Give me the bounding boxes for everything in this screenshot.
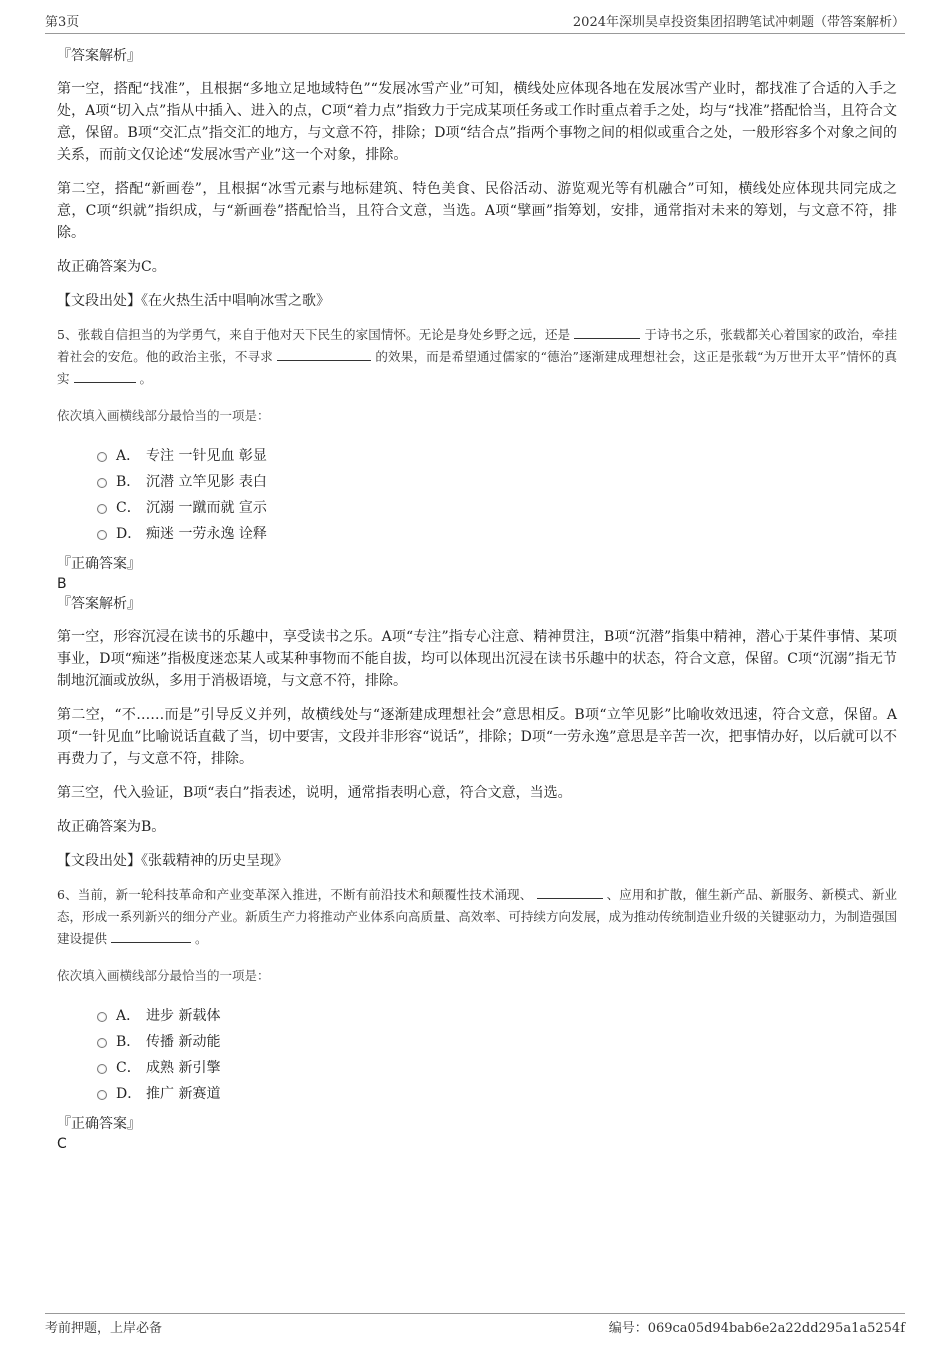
correct-answer: B: [57, 576, 67, 592]
footer-slogan: 考前押题，上岸必备: [45, 1321, 163, 1336]
radio-icon[interactable]: [97, 1012, 107, 1022]
question-prompt: 依次填入画横线部分最恰当的一项是：: [57, 968, 270, 983]
document-body: [57, 46, 897, 1154]
question-prompt: 依次填入画横线部分最恰当的一项是：: [57, 408, 270, 423]
analysis-label: 『答案解析』: [57, 596, 141, 612]
option-b[interactable]: [97, 1028, 897, 1054]
question-6: [57, 884, 897, 1154]
document-title: 2024年深圳昊卓投资集团招聘笔试冲刺题（带答案解析）: [572, 15, 905, 30]
analysis-paragraph: 第一空，形容沉浸在读书的乐趣中，享受读书之乐。A项“专注”指专心注意、精神贯注，B项“沉潜”指集中精神，潜心于某件事情、某项事业，D项“痴迷”指极度迷恋某人或某种事物而不能自拔，均可以体现出沉浸在读书乐趣中的状态，符合文意，保留。C项“沉溺”指无节制地沉湎或放纵，多用于消极语境，与文意不符，排除。: [57, 629, 897, 689]
stem-text: 6、当前，新一轮科技革命和产业变革深入推进，不断有前沿技术和颠覆性技术涌现、: [57, 887, 533, 902]
option-b[interactable]: [97, 468, 897, 494]
analysis-paragraph: 第二空，“不……而是”引导反义并列，故横线处与“逐渐建成理想社会”意思相反。B项“立竿见影”比喻收效迅速，符合文意，保留。A项“一针见血”比喻说话直截了当，切中要害，文段并非形容“说话”，排除；D项“一劳永逸”意思是辛苦一次，把事情办好，以后就可以不再费力了，与文意不符，排除。: [57, 707, 897, 767]
option-d[interactable]: [97, 520, 897, 546]
option-letter: A．: [116, 1008, 141, 1024]
answer-label: 『正确答案』: [57, 556, 141, 572]
option-text: 沉溺 一蹴而就 宣示: [146, 500, 267, 516]
fill-blank: [537, 885, 603, 899]
q4-analysis-section: [57, 46, 897, 312]
option-text: 沉潜 立竿见影 表白: [146, 474, 267, 490]
fill-blank: [74, 369, 136, 383]
option-letter: A．: [116, 448, 141, 464]
radio-icon[interactable]: [97, 1038, 107, 1048]
radio-icon[interactable]: [97, 1064, 107, 1074]
document-id: 编号：069ca05d94bab6e2a22dd295a1a5254f: [608, 1321, 905, 1336]
analysis-paragraph: 第二空，搭配“新画卷”，且根据“冰雪元素与地标建筑、特色美食、民俗活动、游览观光等有机融合”可知，横线处应体现共同完成之意，C项“织就”指织成，与“新画卷”搭配恰当，且符合文意，当选。A项“擘画”指筹划，安排，通常指对未来的筹划，与文意不符，排除。: [57, 181, 897, 241]
option-d[interactable]: [97, 1080, 897, 1106]
option-text: 成熟 新引擎: [146, 1060, 221, 1076]
option-letter: C．: [116, 1060, 141, 1076]
option-list: [97, 442, 897, 546]
question-5: [57, 324, 897, 872]
fill-blank: [574, 325, 640, 339]
radio-icon[interactable]: [97, 504, 107, 514]
option-list: [97, 1002, 897, 1106]
stem-text: 、应用和扩散，催生新产品、新服务、新模式、新业态，形成一系列新兴的细分产业。新质生产力将推动产业体系向高质量、高效率、可持续方向发展，成为推动传统制造业升级的关键驱动力，为制造强国建设提供: [57, 887, 897, 946]
analysis-paragraph: 第三空，代入验证，B项“表白”指表述，说明，通常指表明心意，符合文意，当选。: [57, 785, 572, 801]
option-letter: D．: [116, 526, 142, 542]
option-text: 专注 一针见血 彰显: [146, 448, 267, 464]
fill-blank: [111, 929, 191, 943]
option-letter: B．: [116, 1034, 141, 1050]
option-letter: C．: [116, 500, 141, 516]
radio-icon[interactable]: [97, 478, 107, 488]
page-number: 第3页: [45, 15, 80, 30]
option-a[interactable]: [97, 442, 897, 468]
correct-answer: C: [57, 1136, 67, 1152]
option-c[interactable]: [97, 494, 897, 520]
text-source: 【文段出处】《在火热生活中唱响冰雪之歌》: [57, 293, 330, 309]
answer-conclusion: 故正确答案为B。: [57, 819, 166, 835]
answer-conclusion: 故正确答案为C。: [57, 259, 166, 275]
page-header: [45, 12, 905, 34]
option-letter: D．: [116, 1086, 142, 1102]
stem-text: 。: [194, 931, 208, 946]
option-text: 痴迷 一劳永逸 诠释: [146, 526, 267, 542]
analysis-paragraph: 第一空，搭配“找准”，且根据“多地立足地域特色”“发展冰雪产业”可知，横线处应体现各地在发展冰雪产业时，都找准了合适的入手之处，A项“切入点”指从中插入、进入的点，C项“着力点”指致力于完成某项任务或工作时重点着手之处，均与“找准”搭配恰当，且符合文意，保留。B项“交汇点”指交汇的地方，与文意不符，排除；D项“结合点”指两个事物之间的相似或重合之处，一般形容多个对象之间的关系，而前文仅论述“发展冰雪产业”这一个对象，排除。: [57, 81, 897, 163]
option-letter: B．: [116, 474, 141, 490]
answer-label: 『正确答案』: [57, 1116, 141, 1132]
stem-text: 5、张载自信担当的为学勇气，来自于他对天下民生的家国情怀。无论是身处乡野之远，还是: [57, 327, 571, 342]
option-text: 推广 新赛道: [146, 1086, 221, 1102]
analysis-label: 『答案解析』: [57, 48, 141, 64]
option-a[interactable]: [97, 1002, 897, 1028]
option-text: 传播 新动能: [146, 1034, 221, 1050]
stem-text: 。: [139, 371, 152, 386]
option-text: 进步 新载体: [146, 1008, 221, 1024]
fill-blank: [277, 347, 371, 361]
page-footer: [45, 1313, 905, 1335]
stem-text: 于诗书之乐，张载都关心着国家的政治，牵挂着社会的安危。他的政治主张，不寻求: [57, 327, 897, 364]
option-c[interactable]: [97, 1054, 897, 1080]
stem-text: 的效果，而是希望通过儒家的“德治”逐渐建成理想社会，这正是张载“为万世开太平”情怀的真实: [57, 349, 897, 386]
radio-icon[interactable]: [97, 530, 107, 540]
text-source: 【文段出处】《张载精神的历史呈现》: [57, 853, 288, 869]
radio-icon[interactable]: [97, 1090, 107, 1100]
question-stem: [57, 324, 897, 390]
question-stem: [57, 884, 897, 950]
radio-icon[interactable]: [97, 452, 107, 462]
